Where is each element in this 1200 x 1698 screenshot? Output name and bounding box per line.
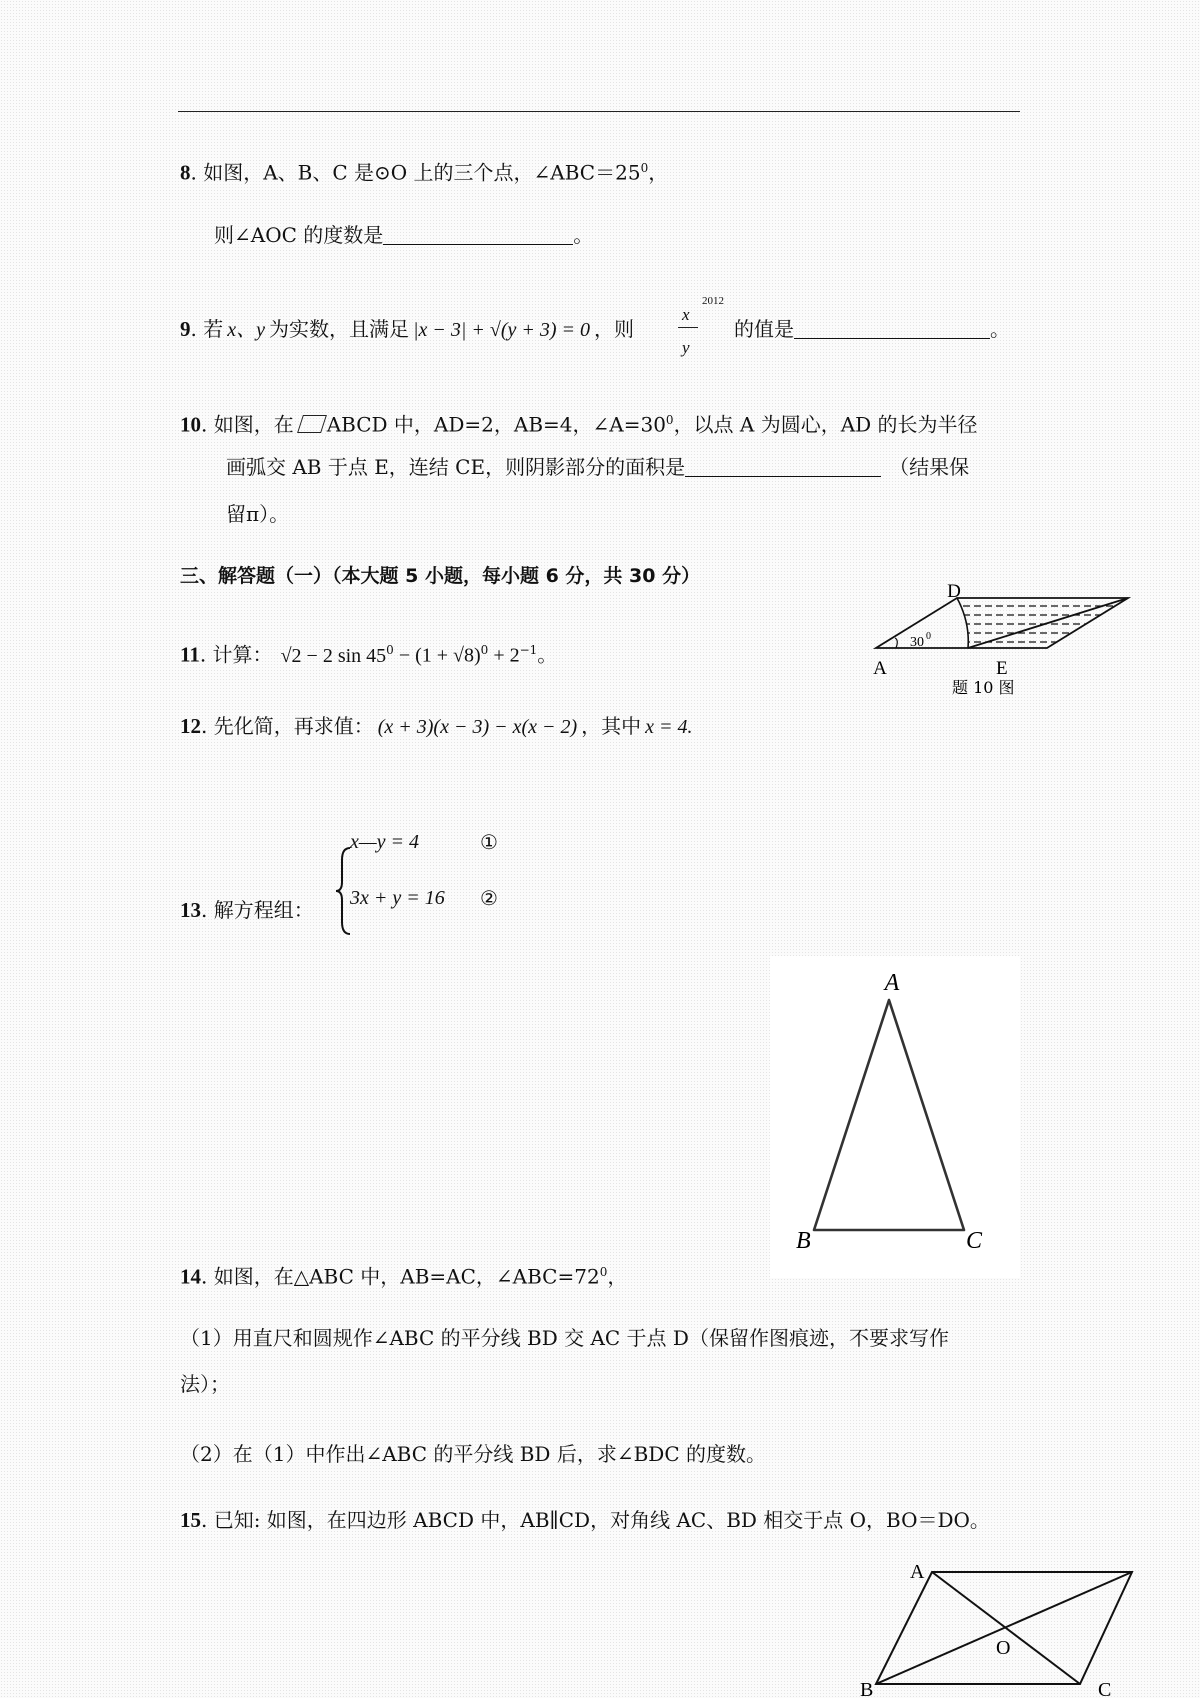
- label-c: C: [1098, 1679, 1112, 1698]
- section-heading: 三、解答题（一）（本大题 5 小题，每小题 6 分，共 30 分）: [180, 565, 701, 587]
- exponent: 0: [480, 643, 489, 657]
- question-text: 的值是: [734, 317, 794, 341]
- degree-sup: 0: [640, 161, 649, 175]
- figure-10: [862, 580, 1140, 698]
- equation-2-marker: ②: [480, 886, 498, 910]
- angle-label-sup: 0: [926, 631, 931, 642]
- question-text: ，则: [594, 317, 635, 341]
- question-10-line3: [226, 500, 289, 528]
- question-13: [180, 896, 314, 924]
- question-number: 15: [180, 1508, 201, 1532]
- question-10: [180, 406, 978, 439]
- math-expression: − (1 + √8): [393, 644, 481, 667]
- question-text: ABCD 中，AD=2，AB=4，∠A=30: [326, 412, 666, 437]
- question-number: 10: [180, 412, 201, 437]
- angle-label: 30: [910, 635, 924, 650]
- diagonal-bd: [876, 1572, 1132, 1684]
- question-11: [180, 636, 557, 670]
- fraction-bar: [678, 327, 698, 328]
- parallelogram-symbol: [297, 415, 327, 433]
- label-d: D: [947, 581, 961, 602]
- question-number: 12: [180, 714, 201, 738]
- question-text: 则∠AOC 的度数是: [214, 223, 384, 247]
- degree-sup: 0: [665, 413, 674, 427]
- label-b: B: [796, 1228, 811, 1254]
- math-expression: + 2: [488, 644, 520, 667]
- equation-2: 3x + y = 16: [350, 887, 445, 909]
- punct: 。: [990, 317, 1010, 341]
- question-8-line2: [214, 221, 593, 249]
- punct: ，: [648, 160, 669, 185]
- exponent: −1: [519, 643, 538, 657]
- label-a: A: [910, 1561, 925, 1583]
- exponent: 2012: [702, 295, 724, 307]
- question-text: . 若: [190, 317, 224, 341]
- question-number: 8: [180, 160, 191, 185]
- question-text: . 计算：: [199, 642, 273, 667]
- fraction-denominator: y: [682, 338, 690, 357]
- angle-arc: [895, 638, 897, 648]
- answer-blank: [383, 222, 573, 245]
- question-12: [180, 712, 693, 741]
- degree-sup: 0: [599, 1265, 608, 1279]
- punct: ，: [607, 1264, 628, 1289]
- question-text: 为实数，且满足: [268, 317, 409, 341]
- question-number: 9: [180, 317, 191, 341]
- figure-caption: 题 10 图: [952, 678, 1015, 697]
- question-8: [180, 154, 668, 187]
- punct: 。: [537, 642, 558, 667]
- equation-1: x—y = 4: [350, 831, 420, 853]
- question-text: . 如图，A、B、C 是⊙O 上的三个点，∠ABC＝25: [190, 160, 641, 185]
- label-c: C: [966, 1228, 983, 1254]
- header-rule: [178, 111, 1020, 112]
- figure-14: [770, 956, 1020, 1278]
- question-text: . 已知: 如图，在四边形 ABCD 中，AB∥CD，对角线 AC、BD 相交于点 O，BO＝DO。: [201, 1508, 990, 1532]
- question-text: ，以点 A 为圆心，AD 的长为半径: [673, 412, 978, 437]
- fraction-numerator: x: [682, 305, 690, 324]
- math-condition: x = 4.: [645, 716, 693, 738]
- question-text: . 解方程组：: [201, 898, 314, 922]
- label-a: A: [884, 970, 900, 996]
- exponent: 0: [386, 643, 394, 657]
- punct: 。: [573, 223, 594, 247]
- label-e: E: [996, 658, 1008, 679]
- question-text: 留π）。: [226, 502, 290, 526]
- triangle-abc: [814, 1000, 964, 1230]
- math-condition: |x − 3| + √(y + 3) = 0: [412, 319, 591, 341]
- math-expression: √2 − 2 sin 45: [280, 644, 387, 667]
- question-text: （结果保: [889, 455, 970, 479]
- question-number: 13: [180, 898, 201, 922]
- question-15: [180, 1506, 990, 1534]
- question-9: [180, 315, 634, 344]
- question-9-tail: [734, 315, 1010, 343]
- question-text: 画弧交 AB 于点 E，连结 CE，则阴影部分的面积是: [226, 455, 686, 479]
- question-14-part1-line2: 法）；: [180, 1372, 230, 1396]
- figure-15: [852, 1556, 1142, 1698]
- question-number: 11: [180, 642, 200, 667]
- math-vars: x、y: [227, 319, 265, 341]
- question-14-part1-line1: （1）用直尺和圆规作∠ABC 的平分线 BD 交 AC 于点 D（保留作图痕迹，不要求写作: [180, 1326, 949, 1350]
- answer-blank: [794, 316, 990, 339]
- label-b: B: [860, 1679, 874, 1698]
- answer-blank: [685, 454, 881, 477]
- equation-1-marker: ①: [480, 830, 498, 854]
- question-14: [180, 1258, 627, 1291]
- label-o: O: [996, 1637, 1011, 1659]
- question-number: 14: [180, 1264, 201, 1289]
- label-a: A: [873, 658, 887, 679]
- question-14-part2: （2）在（1）中作出∠ABC 的平分线 BD 后，求∠BDC 的度数。: [180, 1442, 766, 1466]
- question-text: . 如图，在△ABC 中，AB=AC，∠ABC=72: [201, 1264, 600, 1289]
- question-text: . 如图，在: [201, 412, 294, 437]
- math-expression: (x + 3)(x − 3) − x(x − 2): [377, 716, 578, 738]
- question-text: . 先化简，再求值：: [201, 714, 374, 738]
- question-text: ，其中: [581, 714, 642, 738]
- question-10-line2: [226, 453, 969, 481]
